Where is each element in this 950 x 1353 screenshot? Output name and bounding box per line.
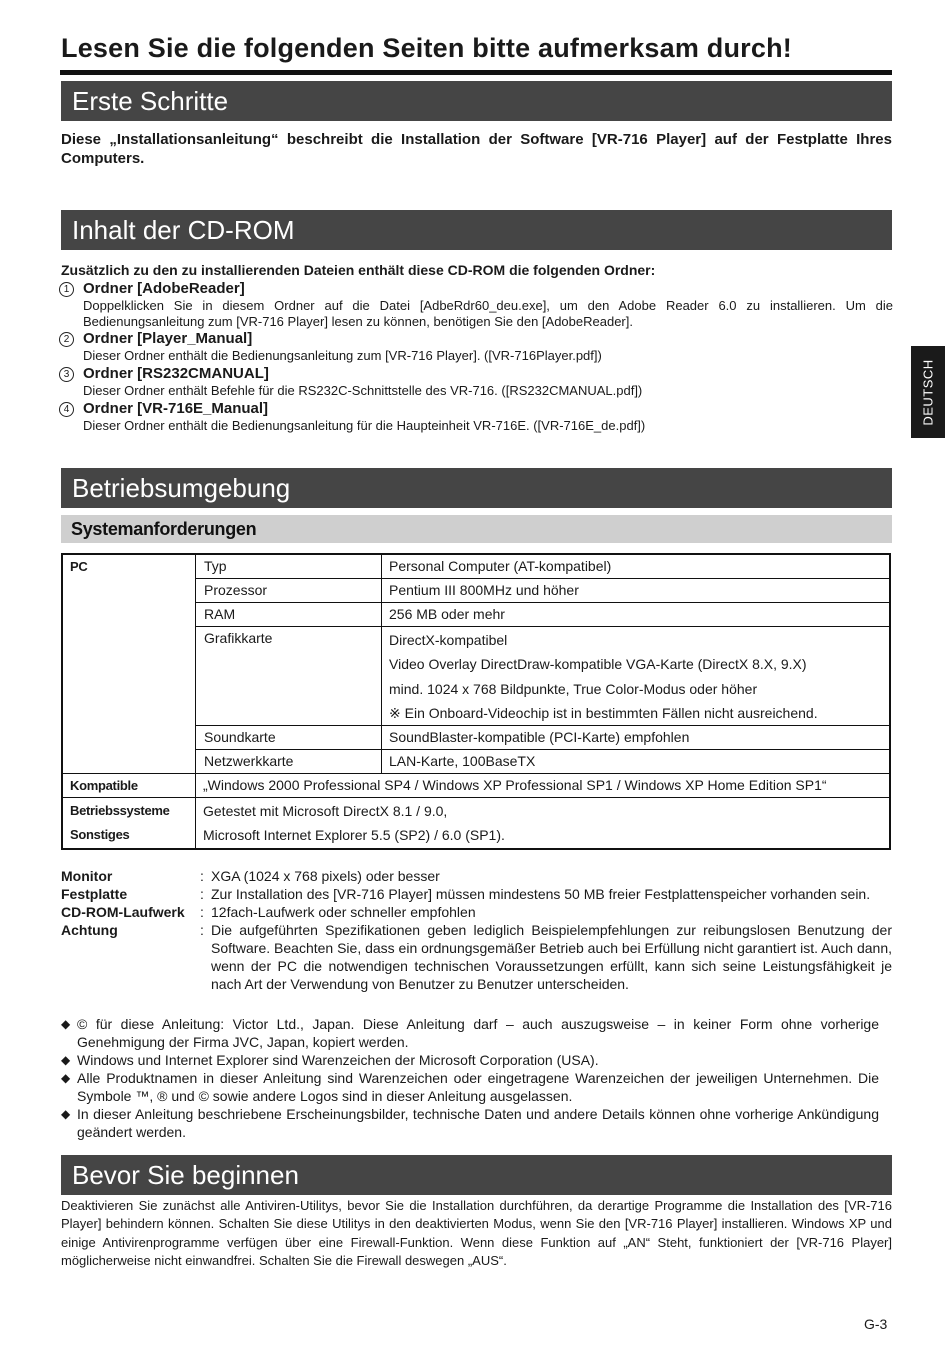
spec-separator: : xyxy=(200,922,204,938)
spec-value: XGA (1024 x 768 pixels) oder besser xyxy=(211,868,440,884)
table-group-label-line: Betriebssysteme xyxy=(70,803,170,819)
table-cell-value: 256 MB oder mehr xyxy=(382,603,891,627)
table-row xyxy=(62,554,890,579)
table-cell-label: Netzwerkkarte xyxy=(196,750,382,774)
table-cell-value: Pentium III 800MHz und höher xyxy=(382,579,891,603)
specs-list xyxy=(61,867,892,993)
circled-number-icon: 3 xyxy=(59,367,74,382)
note-text: In dieser Anleitung beschriebene Erscheinungsbilder, technische Daten und andere Details können ohne vorherige Ankündigung geändert werden. xyxy=(77,1106,879,1140)
note-item xyxy=(61,1069,879,1105)
note-text: Windows und Internet Explorer sind Warenzeichen der Microsoft Corporation (USA). xyxy=(77,1052,599,1068)
table-cell-line: ※ Ein Onboard-Videochip ist in bestimmten Fällen nicht ausreichend. xyxy=(389,704,818,721)
table-cell-label: Prozessor xyxy=(196,579,382,603)
subsection-heading-systemanforderungen: Systemanforderungen xyxy=(61,515,892,543)
spec-key: Monitor xyxy=(61,868,113,884)
table-cell-value xyxy=(196,798,891,849)
table-cell-value: SoundBlaster-kompatible (PCI-Karte) empfohlen xyxy=(382,726,891,750)
circled-number-icon: 2 xyxy=(59,332,74,347)
diamond-bullet-icon: ◆ xyxy=(61,1017,71,1031)
spec-key: CD-ROM-Laufwerk xyxy=(61,904,185,920)
table-cell-value: Personal Computer (AT-kompatibel) xyxy=(382,554,891,579)
table-cell-line: DirectX-kompatibel xyxy=(389,632,508,648)
table-cell-line: mind. 1024 x 768 Bildpunkte, True Color-Modus oder höher xyxy=(389,680,758,697)
table-cell-label: RAM xyxy=(196,603,382,627)
folder-name: Ordner [Player_Manual] xyxy=(83,330,253,347)
intro-paragraph: Diese „Installationsanleitung“ beschreibt die Installation der Software [VR-716 Player] auf der Festplatte Ihres Computers. xyxy=(61,131,892,167)
language-tab: DEUTSCH xyxy=(911,346,945,438)
spec-value: Die aufgeführten Spezifikationen geben lediglich Beispielempfehlungen zur reibungslosen Benutzung der Software. Beachten Sie, dass ein ordnungsgemäßer Betrieb auch bei Erfüllung nicht garantiert ist. Auch dann, wenn der PC die notwendigen technischen Voraussetzungen erfüllt, kann sich seine Leistungsfähigkeit je nach Art der Verwendung von Benutzer zu Benutzer unterscheiden. xyxy=(211,922,892,992)
section-heading-cdrom: Inhalt der CD-ROM xyxy=(61,210,892,250)
spec-row xyxy=(61,867,892,885)
spec-key: Achtung xyxy=(61,922,118,938)
table-cell-label: Typ xyxy=(196,554,382,579)
table-cell-value xyxy=(382,627,891,726)
folder-description: Dieser Ordner enthält die Bedienungsanleitung zum [VR-716 Player]. ([VR-716Player.pdf]) xyxy=(83,348,602,363)
diamond-bullet-icon: ◆ xyxy=(61,1053,71,1067)
spec-row xyxy=(61,903,892,921)
table-row xyxy=(62,798,890,849)
table-row xyxy=(62,774,890,798)
title-rule xyxy=(60,70,892,75)
spec-separator: : xyxy=(200,886,204,902)
before-paragraph: Deaktivieren Sie zunächst alle Antiviren-Utilitys, bevor Sie die Installation durchführen, da derartige Programme die Installation des [VR-716 Player] behindern können. Schalten Sie diese Utilitys in den deaktivierten Modus, wenn Sie den [VR-716 Player] installieren. Windows XP und einige Antivirenprogramme verfügen über eine Firewall-Funktion. Wenn diese Funktion auf „AN“ Steht, funktioniert der [VR-716 Player] möglicherweise nicht einwandfrei. Schalten Sie die Firewall deswegen „AUS“. xyxy=(61,1198,892,1269)
note-item xyxy=(61,1105,879,1141)
spec-value: 12fach-Laufwerk oder schneller empfohlen xyxy=(211,904,476,920)
spec-separator: : xyxy=(200,904,204,920)
notes-list xyxy=(61,1015,879,1141)
table-group-label-line: Sonstiges xyxy=(70,827,130,843)
system-requirements-table xyxy=(61,553,891,850)
spec-value: Zur Installation des [VR-716 Player] müssen mindestens 50 MB freier Festplattenspeicher vorhanden sein. xyxy=(211,886,871,902)
table-group-label: PC xyxy=(62,554,196,774)
cdrom-lead-text: Zusätzlich zu den zu installierenden Dateien enthält diese CD-ROM die folgenden Ordner: xyxy=(61,262,656,278)
note-item xyxy=(61,1015,879,1051)
note-text: © für diese Anleitung: Victor Ltd., Japan. Diese Anleitung darf – auch auszugsweise – in keiner Form ohne vorherige Genehmigung der Firma JVC, Japan, kopiert werden. xyxy=(77,1016,879,1050)
table-group-label: Kompatible xyxy=(62,774,196,798)
folder-name: Ordner [AdobeReader] xyxy=(83,280,245,297)
diamond-bullet-icon: ◆ xyxy=(61,1071,71,1085)
spec-row xyxy=(61,921,892,993)
note-text: Alle Produktnamen in dieser Anleitung sind Warenzeichen oder eingetragene Warenzeichen der jeweiligen Unternehmen. Die Symbole ™, ® und © sowie andere Logos sind in dieser Anleitung ausgelassen. xyxy=(77,1070,879,1104)
table-cell-line: Video Overlay DirectDraw-kompatible VGA-Karte (DirectX 8.X, 9.X) xyxy=(389,656,807,673)
page-number: G-3 xyxy=(864,1316,888,1332)
spec-row xyxy=(61,885,892,903)
spec-separator: : xyxy=(200,868,204,884)
section-heading-erste-schritte: Erste Schritte xyxy=(61,81,892,121)
circled-number-icon: 4 xyxy=(59,402,74,417)
folder-description: Dieser Ordner enthält Befehle für die RS232C-Schnittstelle des VR-716. ([RS232CMANUAL.pdf]) xyxy=(83,383,643,398)
table-cell-value: LAN-Karte, 100BaseTX xyxy=(382,750,891,774)
section-heading-bevor: Bevor Sie beginnen xyxy=(61,1155,892,1195)
folder-description: Doppelklicken Sie in diesem Ordner auf die Datei [AdbeRdr60_deu.exe], um den Adobe Reader 6.0 zu installieren. Um die Bedienungsanleitung zum [VR-716 Player] lesen zu können, benötigen Sie den [AdobeReader]. xyxy=(83,298,893,329)
folder-name: Ordner [RS232CMANUAL] xyxy=(83,365,269,382)
table-group-label xyxy=(62,798,196,849)
section-heading-betrieb: Betriebsumgebung xyxy=(61,468,892,508)
table-cell-line: Microsoft Internet Explorer 5.5 (SP2) / 6.0 (SP1). xyxy=(203,827,505,844)
diamond-bullet-icon: ◆ xyxy=(61,1107,71,1121)
note-item xyxy=(61,1051,879,1069)
table-cell-label: Grafikkarte xyxy=(196,627,382,726)
folder-name: Ordner [VR-716E_Manual] xyxy=(83,400,269,417)
spec-key: Festplatte xyxy=(61,886,128,902)
table-cell-line: Getestet mit Microsoft DirectX 8.1 / 9.0, xyxy=(203,803,448,820)
circled-number-icon: 1 xyxy=(59,282,74,297)
folder-description: Dieser Ordner enthält die Bedienungsanleitung für die Haupteinheit VR-716E. ([VR-716E_de.pdf]) xyxy=(83,418,646,433)
page-title: Lesen Sie die folgenden Seiten bitte aufmerksam durch! xyxy=(61,33,792,63)
table-cell-value: „Windows 2000 Professional SP4 / Windows XP Professional SP1 / Windows XP Home Edition SP1“ xyxy=(196,774,891,798)
table-cell-label: Soundkarte xyxy=(196,726,382,750)
